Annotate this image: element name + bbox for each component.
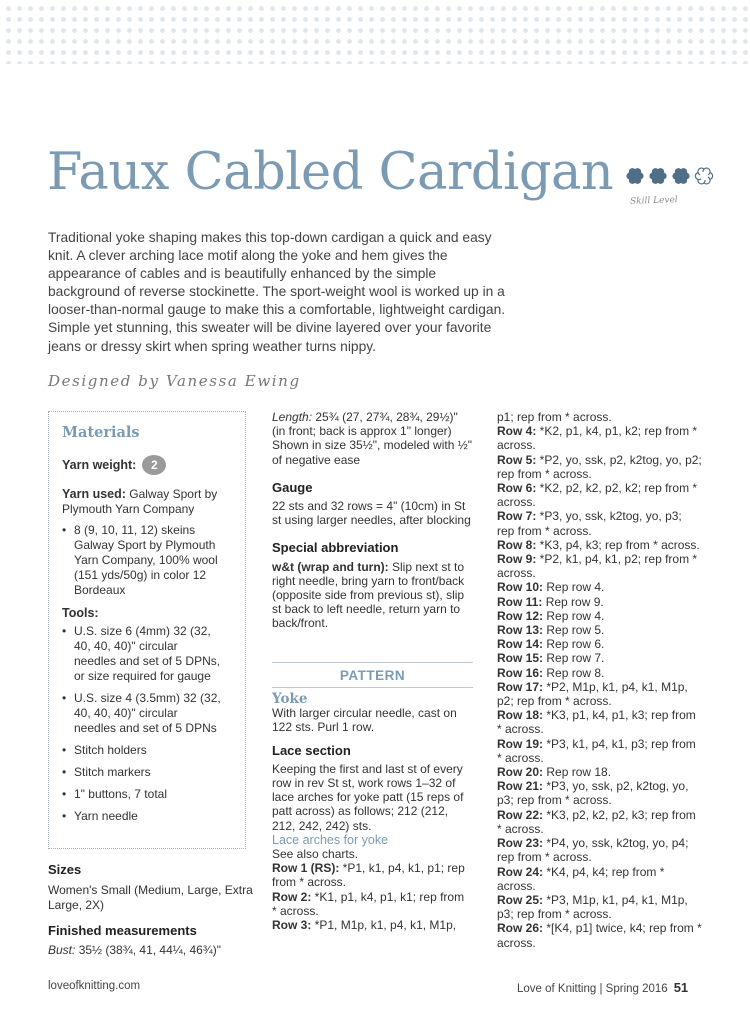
yarn-list (62, 523, 232, 598)
page-title: Faux Cabled Cardigan (47, 143, 614, 202)
row-label: Row 1 (RS): (272, 861, 340, 876)
row-label: Row 4: (497, 424, 537, 439)
row-label: Row 22: (497, 807, 544, 822)
sizes-section (48, 862, 258, 913)
row-text: Rep row 6. (543, 637, 605, 652)
finished-heading: Finished measurements (48, 923, 197, 938)
pattern-row (497, 552, 702, 580)
row-label: Row 8: (497, 537, 537, 552)
row-1 (272, 861, 472, 889)
row-label: Row 13: (497, 623, 544, 638)
row-label: Row 24: (497, 864, 544, 879)
row-2 (272, 890, 472, 918)
yarn-used-value: Galway Sport by Plymouth Yarn Company (62, 487, 218, 516)
bust-measurement (48, 943, 258, 958)
pattern-row (497, 765, 702, 779)
pattern-section-bar: PATTERN (272, 662, 473, 688)
pattern-row (497, 808, 702, 836)
special-term: w&t (wrap and turn): (272, 559, 389, 574)
footer-publication: Love of Knitting | Spring 2016 51 (517, 980, 689, 995)
row-label: Row 9: (497, 552, 537, 567)
intro-paragraph: Traditional yoke shaping makes this top-down cardigan a quick and easy knit. A clever arching lace motif along the yoke and hem gives the appearance of cables and is beautifully enhanced by the simple background of reverse stockinette. The sport-weight wool is worked up in a looser-than-normal gauge to make this a comfortable, lightweight cardigan. Simple yet stunning, this sweater will be divine layered over your favorite jeans or dressy skirt when spring weather turns nippy. (48, 230, 506, 354)
row-text: *P3, M1p, k1, p4, k1, M1p, p3; rep from * across. (497, 892, 688, 922)
rows-list (497, 424, 702, 950)
pattern-row (497, 453, 702, 481)
materials-heading: Materials (62, 424, 140, 441)
length-label: Length: (272, 410, 313, 424)
pattern-row (497, 609, 702, 623)
row-label: Row 15: (497, 651, 544, 666)
skill-flower-filled (626, 168, 643, 184)
pattern-row (497, 680, 702, 708)
pattern-row (497, 708, 702, 736)
yarn-used-label: Yarn used: (62, 487, 126, 501)
row-text: *K3, p1, k4, p1, k3; rep from * across. (497, 708, 696, 737)
special-abbrev-text (272, 560, 472, 631)
yoke-heading: Yoke (272, 691, 308, 707)
row-label: Row 17: (497, 679, 544, 694)
pattern-row (497, 637, 702, 651)
list-item: • Stitch markers (62, 765, 222, 780)
footer-website: loveofknitting.com (48, 980, 141, 992)
length-value: 25¾ (27, 27¾, 28¾, 29½)" (in front; back is approx 1" longer) (272, 410, 458, 439)
yarn-weight-label: Yarn weight: (62, 458, 137, 472)
list-item: • U.S. size 6 (4mm) 32 (32, 40, 40, 40)" circular needles and set of 5 DPNs, or size required for gauge (62, 624, 222, 684)
row-text: *P2, yo, ssk, p2, k2tog, yo, p2; rep from * across. (497, 452, 702, 481)
pattern-row (497, 424, 702, 452)
lace-arches-heading: Lace arches for yoke (272, 832, 389, 847)
row-label: Row 20: (497, 765, 544, 780)
magazine-name: Love of Knitting (517, 983, 597, 995)
row-label: Row 11: (497, 594, 543, 609)
row-text: *P3, k1, p4, k1, p3; rep from * across. (497, 736, 696, 765)
row-text: Rep row 4. (543, 608, 605, 623)
skill-level-icon (624, 165, 724, 215)
row-label: Row 19: (497, 736, 544, 751)
row-label: Row 6: (497, 481, 537, 496)
row-text: *P2, M1p, k1, p4, k1, M1p, p2; rep from * across. (497, 679, 688, 709)
row-label: Row 7: (497, 509, 537, 524)
page-number: 51 (673, 980, 689, 995)
row-text: *[K4, p1] twice, k4; rep from * across. (497, 921, 702, 950)
list-item: • 1" buttons, 7 total (62, 787, 222, 802)
list-item: • U.S. size 4 (3.5mm) 32 (32, 40, 40, 40)" circular needles and set of 5 DPNs (62, 691, 222, 736)
column-2-pattern (272, 692, 472, 932)
row-text: Rep row 8. (543, 665, 605, 680)
row-label: Row 25: (497, 892, 544, 907)
row-3-continued: p1; rep from * across. (497, 410, 612, 424)
pattern-row (497, 595, 702, 609)
row-text: Rep row 5. (543, 623, 605, 638)
pattern-row (497, 509, 702, 537)
row-label: Row 18: (497, 708, 544, 723)
see-charts: See also charts. (272, 847, 359, 862)
row-text: Rep row 9. (542, 594, 604, 609)
special-definition: Slip next st to right needle, bring yarn to front/back (opposite side from previous st), slip st back to left needle, return yarn to back/front. (272, 559, 465, 631)
column-3 (497, 410, 702, 950)
sizes-text: Women's Small (Medium, Large, Extra Large, 2X) (48, 883, 253, 912)
row-text: *K3, p4, k3; rep from * across. (536, 537, 700, 552)
row-label: Row 5: (497, 452, 537, 467)
dotted-header-pattern (0, 0, 750, 64)
issue-name: Spring 2016 (605, 983, 668, 995)
row-text: *P3, yo, ssk, k2tog, yo, p3; rep from * across. (497, 509, 682, 538)
pattern-row (497, 651, 702, 665)
skill-level-label: Skill Level (629, 195, 678, 207)
bust-value: 35½ (38¾, 41, 44¼, 46¾)" (75, 943, 222, 957)
row-label: Row 23: (497, 836, 544, 851)
tools-heading: Tools: (62, 606, 99, 620)
pattern-row (497, 836, 702, 864)
row-text: *K3, p2, k2, p2, k3; rep from * across. (497, 807, 696, 836)
pattern-row (497, 921, 702, 949)
yarn-used (62, 487, 232, 517)
length-measurement (272, 410, 472, 438)
row-3 (272, 918, 472, 932)
row-text: Rep row 4. (543, 580, 605, 595)
row-label: Row 26: (497, 921, 544, 936)
pattern-row (497, 666, 702, 680)
list-item: • 8 (9, 10, 11, 12) skeins Galway Sport by Plymouth Yarn Company, 100% wool (151 yds/50g) in color 12 Bordeaux (62, 523, 232, 598)
pattern-row (497, 481, 702, 509)
pattern-row (497, 893, 702, 921)
special-abbrev-heading: Special abbreviation (272, 540, 399, 556)
finished-section (48, 923, 258, 958)
pattern-row (497, 779, 702, 807)
pattern-row (497, 737, 702, 765)
row-text: *P1, M1p, k1, p4, k1, M1p, (311, 918, 457, 933)
yoke-text: With larger circular needle, cast on 122 sts. Purl 1 row. (272, 706, 457, 735)
pattern-row (497, 580, 702, 594)
designer-byline: Designed by Vanessa Ewing (48, 372, 301, 390)
tools-list (62, 624, 222, 824)
row-text: Rep row 18. (543, 765, 612, 780)
row-text: *P2, k1, p4, k1, p2; rep from * across. (497, 552, 698, 581)
row-text: *P4, yo, ssk, k2tog, yo, p4; rep from * across. (497, 836, 689, 865)
bust-label: Bust: (48, 943, 76, 957)
list-item: • Yarn needle (62, 809, 222, 824)
shown-size: Shown in size 35½", modeled with ½" of negative ease (272, 438, 472, 467)
row-label: Row 16: (497, 665, 544, 680)
materials-box (48, 411, 246, 849)
row-text: *K4, p4, k4; rep from * across. (497, 864, 665, 893)
pattern-row (497, 623, 702, 637)
row-label: Row 21: (497, 779, 544, 794)
skill-flower-filled (649, 168, 666, 184)
row-text: *K1, p1, k4, p1, k1; rep from * across. (272, 889, 465, 918)
pattern-row (497, 865, 702, 893)
row-label: Row 2: (272, 889, 312, 904)
row-text: *K2, p2, k2, p2, k2; rep from * across. (497, 481, 698, 510)
lace-section-text: Keeping the first and last st of every row in rev St st, work rows 1–32 of lace arches for yoke patt (15 reps of patt across) as follows; 212 (212, 212, 242, 242) sts. (272, 761, 464, 833)
gauge-text: 22 sts and 32 rows = 4" (10cm) in St st using larger needles, after blocking (272, 499, 471, 528)
yarn-weight-icon: 2 (142, 455, 166, 475)
lace-section-heading: Lace section (272, 742, 351, 758)
gauge-heading: Gauge (272, 479, 313, 495)
row-label: Row 12: (497, 608, 544, 623)
row-label: Row 14: (497, 637, 544, 652)
skill-flower-empty (695, 168, 712, 184)
row-text: Rep row 7. (543, 651, 605, 666)
row-label: Row 3: (272, 918, 312, 933)
row-text: *P3, yo, ssk, p2, k2tog, yo, p3; rep from * across. (497, 779, 689, 808)
skill-flower-filled (672, 168, 689, 184)
pattern-row (497, 538, 702, 552)
column-2 (272, 410, 472, 631)
row-text: *P1, k1, p4, k1, p1; rep from * across. (272, 861, 465, 890)
row-text: *K2, p1, k4, p1, k2; rep from * across. (497, 424, 698, 453)
list-item: • Stitch holders (62, 743, 222, 758)
sizes-heading: Sizes (48, 862, 82, 877)
row-label: Row 10: (497, 580, 544, 595)
yarn-weight-row (62, 455, 245, 475)
